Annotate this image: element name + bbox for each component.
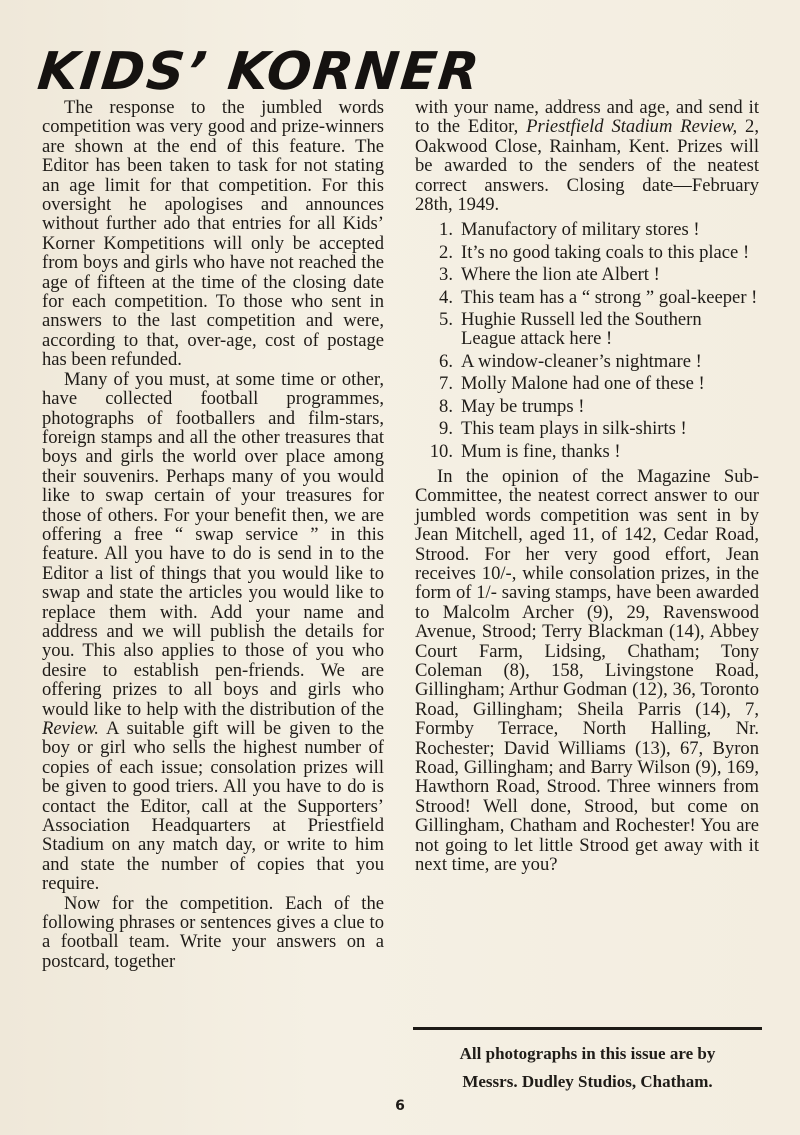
competition-paragraph: Now for the competition. Each of the following phrases or sentences gives a clue to a football team. Write your answers on a postcard, together xyxy=(42,892,384,972)
intro-paragraph: The response to the jumbled words competition was very good and prize-winners are shown at the end of this feature. The Editor has been taken to task for not stating an age limit for that competition. For this oversight he apologises and announces without further ado that entries for all Kids’ Korner Kompetitions will only be accepted from boys and girls who have not reached the age of fifteen at the time of the closing date for each competition. To those who sent in answers to the last competition and were, according to that, over-age, cost of postage has been refunded. xyxy=(42,97,384,371)
clue-item: 10. Mum is fine, thanks ! xyxy=(429,440,621,462)
divider-rule xyxy=(413,1027,762,1030)
swap-service-paragraph: Many of you must, at some time or other, have collected football programmes, photographs of footballers and film-stars, foreign stamps and all the other treasures that boys and girls the world over place among their souvenirs. Perhaps many of you would like to swap certain of your treasures for those of others. For your benefit then, we are offering a free “ swap service ” in this feature. All you have to do is send in to the Editor a list of things that you would like to swap and state the articles you would like to replace them with. Add your name and address and we will publish the details for you. This also applies to those of you who desire to establish pen-friends. We are offering prizes to all boys and girls who would like to help with the distribution of the Review. A suitable gift will be given to the boy or girl who sells the highest number of copies of each issue; consolation prizes will be given to good triers. All you have to do is contact the Editor, call at the Supporters’ Association Headquarters at Priestfield Stadium on any match day, or write to him and state the number of copies that you require. xyxy=(42,368,384,895)
clue-list xyxy=(415,220,759,460)
clue-item: 7. Molly Malone had one of these ! xyxy=(439,373,705,395)
page-title: KIDS’ KORNER xyxy=(34,42,484,102)
clue-item: 1. Manufactory of military stores ! xyxy=(439,219,700,241)
left-column xyxy=(42,98,384,971)
clue-item: 6. A window-cleaner’s nightmare ! xyxy=(439,350,702,372)
photo-credit xyxy=(413,1040,762,1096)
clue-item: 2. It’s no good taking coals to this place ! xyxy=(439,241,750,263)
clue-item: 8. May be trumps ! xyxy=(439,395,585,417)
entry-instructions: with your name, address and age, and send it to the Editor, Priestfield Stadium Review, 2, Oakwood Close, Rainham, Kent. Prizes will be awarded to the senders of the neatest correct answers. Closing date—February 28th, 1949. xyxy=(415,97,759,216)
clue-item: 4. This team has a “ strong ” goal-keeper ! xyxy=(439,286,758,308)
page-number: 6 xyxy=(395,1098,405,1114)
clue-item: 5. Hughie Russell led the Southern League attack here ! xyxy=(439,309,702,350)
results-paragraph: In the opinion of the Magazine Sub-Committee, the neatest correct answer to our jumbled words competition was sent in by Jean Mitchell, aged 11, of 142, Cedar Road, Strood. For her very good effort, Jean receives 10/-, while consolation prizes, in the form of 1/- saving stamps, have been awarded to Malcolm Archer (9), 29, Ravenswood Avenue, Strood; Terry Blackman (14), Abbey Court Farm, Lidsing, Chatham; Tony Coleman (8), 158, Livingstone Road, Gillingham; Arthur Godman (12), 36, Toronto Road, Gillingham; Sheila Parris (14), 7, Formby Terrace, North Halling, Nr. Rochester; David Williams (13), 67, Byron Road, Gillingham; and Barry Wilson (9), 169, Hawthorn Road, Strood. Three winners from Strood! Well done, Strood, but come on Gillingham, Chatham and Rochester! You are not going to let little Strood get away with it next time, are you? xyxy=(415,465,759,876)
clue-item: 9. This team plays in silk-shirts ! xyxy=(439,418,687,440)
credit-line-1: All photographs in this issue are by xyxy=(459,1044,716,1063)
review-title: Review. xyxy=(42,718,99,739)
credit-line-2: Messrs. Dudley Studios, Chatham. xyxy=(462,1072,713,1091)
clue-item: 3. Where the lion ate Albert ! xyxy=(439,264,660,286)
publication-name: Priestfield Stadium Review, xyxy=(526,116,738,138)
right-column xyxy=(415,98,759,874)
